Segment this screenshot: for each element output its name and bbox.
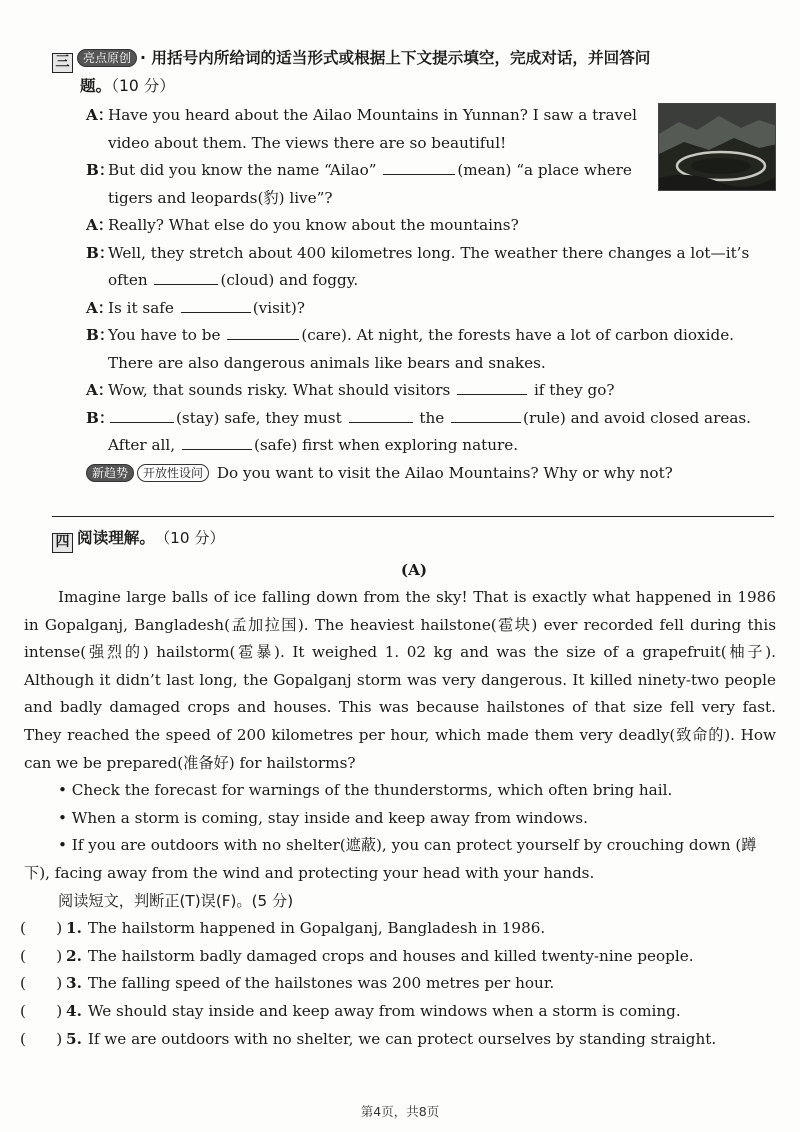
answer-parentheses[interactable]: ( )	[20, 1001, 63, 1020]
list-item: ( ) 4. We should stay inside and keep away from windows when a storm is coming.	[20, 998, 776, 1026]
dialogue-line: B： You have to be (care). At night, the forests have a lot of carbon dioxide.	[86, 322, 772, 350]
tip-item: • When a storm is coming, stay inside and keep away from windows.	[58, 808, 588, 827]
new-trend-tag: 新趋势	[86, 464, 134, 482]
dialogue-line: B： (stay) safe, they must the (rule) and avoid closed areas.	[86, 405, 772, 433]
section4-header: 四 阅读理解。 （10 分）	[52, 524, 776, 552]
section3-header	[52, 44, 772, 72]
tip-item: • Check the forecast for warnings of the thunderstorms, which often bring hail.	[58, 781, 673, 800]
answer-blank[interactable]	[457, 377, 527, 395]
dialogue-line: A： Is it safe (visit)?	[86, 295, 772, 323]
mountain-photo	[658, 103, 776, 191]
tip-item: • If you are outdoors with no shelter(遮蔽), you can protect yourself by crouching down (蹲下), facing away from the wind and protecting your head with your hands.	[24, 836, 757, 882]
open-question-tag: 开放性设问	[137, 464, 209, 482]
dialogue-line: tigers and leopards(豹) live”?	[108, 188, 333, 207]
answer-blank[interactable]	[110, 405, 174, 423]
passage-label: (A)	[400, 561, 428, 579]
answer-parentheses[interactable]: ( )	[20, 919, 63, 938]
answer-blank[interactable]	[181, 295, 251, 313]
dialogue-line: After all, (safe) first when exploring nature.	[86, 432, 772, 460]
dialogue-line: often (cloud) and foggy.	[86, 267, 772, 295]
mountain-landscape-icon	[659, 104, 776, 191]
answer-blank[interactable]	[383, 157, 455, 175]
answer-blank[interactable]	[227, 322, 299, 340]
dialogue-line: B： But did you know the name “Ailao” (mean) “a place where	[86, 157, 772, 185]
section-number: 四	[52, 533, 73, 553]
passage-paragraph: Imagine large balls of ice falling down from the sky! That is exactly what happened in 1986 in Gopalganj, Bangladesh(孟加拉国). The heaviest hailstone(雹块) ever recorded fell during this intense(强烈的) hailstorm(雹暴). It weighed 1. 02 kg and was the size of a grapefruit(柚子). Although it didn’t last long, the Gopalganj storm was very dangerous. It killed ninety-two people and badly damaged crops and houses. This was because hailstones of that size fell very fast. They reached the speed of 200 kilometres per hour, which made them very deadly(致命的). How can we be prepared(准备好) for hailstorms?	[24, 588, 776, 772]
page-number: 第4页，共8页	[360, 1104, 440, 1119]
section-instruction-cont: 题。（10 分）	[80, 77, 175, 95]
section-title: 阅读理解。	[77, 529, 155, 547]
dialogue-line: B： Well, they stretch about 400 kilometres long. The weather there changes a lot—it’s	[86, 243, 750, 262]
dialogue-line: There are also dangerous animals like bears and snakes.	[108, 353, 546, 372]
answer-blank[interactable]	[349, 405, 413, 423]
answer-parentheses[interactable]: ( )	[20, 1029, 63, 1048]
answer-parentheses[interactable]: ( )	[20, 974, 63, 993]
dialogue-line: A： Have you heard about the Ailao Mountains in Yunnan? I saw a travel	[86, 102, 772, 130]
list-item: ( ) 1. The hailstorm happened in Gopalganj, Bangladesh in 1986.	[20, 915, 776, 943]
answer-blank[interactable]	[182, 432, 252, 450]
answer-parentheses[interactable]: ( )	[20, 946, 63, 965]
task-instruction: 阅读短文，判断正(T)误(F)。(5 分)	[58, 891, 294, 910]
section-number: 三	[52, 53, 73, 73]
open-question: 新趋势 开放性设问 Do you want to visit the Ailao Mountains? Why or why not?	[86, 460, 772, 488]
original-tag: 亮点原创	[77, 49, 137, 67]
answer-blank[interactable]	[451, 405, 521, 423]
dialogue-line: A： Wow, that sounds risky. What should visitors if they go?	[86, 377, 772, 405]
section-divider	[52, 516, 774, 517]
answer-blank[interactable]	[154, 267, 218, 285]
speaker: A：	[86, 106, 113, 124]
section4	[20, 524, 776, 1053]
list-item: ( ) 3. The falling speed of the hailstones was 200 metres per hour.	[20, 970, 776, 998]
dialogue-line: video about them. The views there are so beautiful!	[108, 133, 507, 152]
section-instruction: · 用括号内所给词的适当形式或根据上下文提示填空，完成对话，并回答问	[140, 49, 651, 67]
list-item: ( ) 2. The hailstorm badly damaged crops and houses and killed twenty-nine people.	[20, 943, 776, 971]
question-list	[20, 915, 776, 1053]
list-item: ( ) 5. If we are outdoors with no shelter, we can protect ourselves by standing straight.	[20, 1026, 776, 1054]
dialogue-line: A： Really? What else do you know about the mountains?	[86, 216, 519, 234]
